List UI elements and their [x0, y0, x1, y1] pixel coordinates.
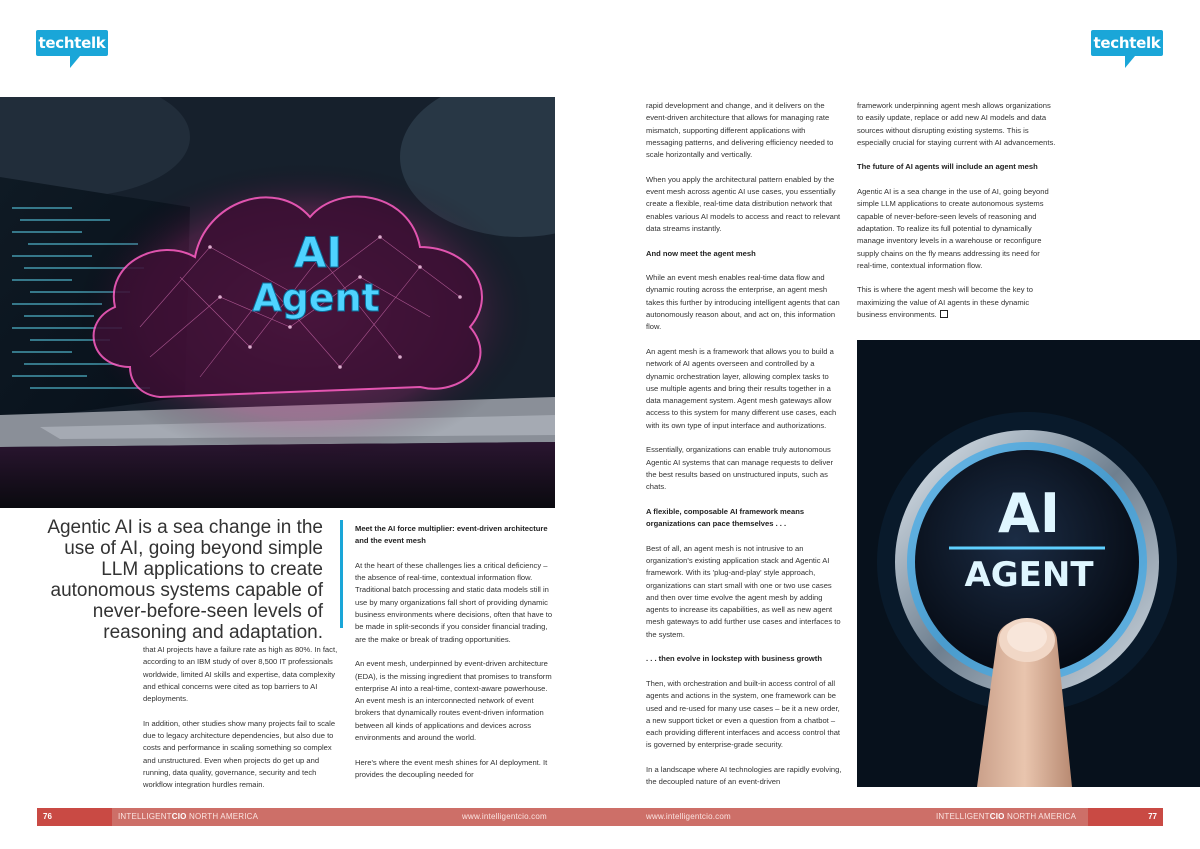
paragraph: An event mesh, underpinned by event-driven architecture (EDA), is the missing ingredient that promises to transform enterprise AI into a real-time, context-aware powerhouse. An event mesh is an interconnected network of event brokers that dynamically routes event-driven information between all kinds of applications and devices across environments and around the world.	[355, 659, 552, 743]
final-text: This is where the agent mesh will become the key to maximizing the value of AI agents in these dynamic business environments.	[857, 285, 1034, 320]
ai-agent-button-image	[857, 340, 1200, 787]
paragraph: that AI projects have a failure rate as high as 80%. In fact, according to an IBM study of over 8,500 IT professionals worldwide, limited AI skills and expertise, data complexity and ethical concerns were cited as top barriers to AI deployments.	[143, 645, 338, 704]
section-heading: Meet the AI force multiplier: event-driven architecture and the event mesh	[355, 524, 548, 546]
techtelk-logo-left	[36, 30, 108, 70]
paragraph: Here's where the event mesh shines for AI deployment. It provides the decoupling needed for	[355, 757, 548, 779]
paragraph: Best of all, an agent mesh is not intrusive to an organization's existing application stack and Agentic AI framework. With its 'plug-and-play' style approach, organizations can start small with one or two use cases and then over time evolve the agent mesh by adding agents to increase its capabilities, as well as new agent mesh gateways to add further use cases and interfaces to the system.	[646, 543, 841, 639]
logo-text: techtelk	[36, 30, 108, 56]
logo-text: techtelk	[1091, 30, 1163, 56]
techtelk-logo-right	[1091, 30, 1163, 70]
hero-agent-text: Agent	[252, 276, 380, 320]
pull-quote-accent-bar	[340, 520, 343, 628]
paragraph: In a landscape where AI technologies are rapidly evolving, the decoupled nature of an event-driven	[646, 765, 842, 787]
article-column-2	[355, 523, 555, 794]
cloud-laptop-illustration	[0, 97, 555, 508]
button-ai-text: AI	[998, 482, 1060, 545]
page-number-left: 76	[37, 808, 112, 826]
website-url-left: www.intelligentcio.com	[462, 812, 547, 821]
hero-image-ai-agent-cloud	[0, 97, 555, 508]
page-footer	[0, 808, 1200, 826]
hero-ai-text: AI	[293, 228, 343, 277]
publication-name-right: INTELLIGENTCIO NORTH AMERICA	[936, 812, 1077, 821]
paragraph: At the heart of these challenges lies a critical deficiency – the absence of real-time, contextual information flow. Traditional batch processing and static data models still in use by many organizations fall short of providing dynamic business environments where decisions, often that have to be made in split-seconds if you consider financial trading, are the make or break of trading opportunities.	[355, 560, 553, 644]
paragraph: Then, with orchestration and built-in access control of all agents and actions in the system, one framework can be used and re-used for many use cases – be it a new order, a new support ticket or even a question from a chatbot – each providing different interfaces and access control that is governed by enterprise-grade security.	[646, 678, 841, 750]
end-of-article-icon	[940, 310, 948, 318]
article-column-3	[646, 100, 842, 801]
section-heading: The future of AI agents will include an agent mesh	[857, 162, 1038, 172]
article-column-1	[143, 644, 338, 804]
button-agent-text: AGENT	[964, 555, 1094, 595]
paragraph: Essentially, organizations can enable truly autonomous Agentic AI systems that can manage requests to deliver the best results based on unstructured inputs, such as chats.	[646, 445, 833, 492]
pull-quote: Agentic AI is a sea change in the use of AI, going beyond simple LLM applications to create autonomous systems capable of never-before-seen levels of reasoning and adaptation.	[47, 517, 323, 643]
section-heading: . . . then evolve in lockstep with business growth	[646, 654, 822, 664]
website-url-right: www.intelligentcio.com	[646, 812, 731, 821]
article-column-4	[857, 100, 1057, 334]
paragraph-final	[857, 284, 1057, 321]
paragraph: While an event mesh enables real-time data flow and dynamic routing across the enterprise, an agent mesh takes this further by introducing intelligent agents that can autonomously reason about, and act on, this information flow.	[646, 273, 840, 332]
paragraph: When you apply the architectural pattern enabled by the event mesh across agentic AI use cases, you essentially create a flexible, real-time data distribution network that enables various AI models to access and react to relevant data streams instantly.	[646, 174, 841, 233]
section-heading: A flexible, composable AI framework means organizations can pace themselves . . .	[646, 506, 805, 529]
paragraph: rapid development and change, and it delivers on the event-driven architecture that allows for managing rate mismatch, supporting different applications with messaging patterns, and delivering efficiency needed to scale horizontally and vertically.	[646, 101, 834, 160]
paragraph: An agent mesh is a framework that allows you to build a network of AI agents overseen and controlled by a dynamic orchestration layer, allowing complex tasks to use multiple agents and bring their results together in a data management system. Agent mesh gateways allow access to this system for many different use cases, each with its own type of input interface and authorizations.	[646, 346, 837, 430]
section-heading: And now meet the agent mesh	[646, 248, 756, 258]
page-number-right: 77	[1088, 808, 1163, 826]
paragraph: In addition, other studies show many projects fail to scale due to legacy architecture dependencies, but also due to costs and performance in scaling something so complex and unstructured. Even when projects do get up and running, data quality, governance, security and tech workflow integration hurdles remain.	[143, 718, 336, 790]
publication-name-left: INTELLIGENTCIO NORTH AMERICA	[118, 812, 259, 821]
paragraph: framework underpinning agent mesh allows organizations to easily update, replace or add new AI models and data sources without disrupting existing systems. This is especially crucial for staying current with AI advancements.	[857, 101, 1056, 147]
paragraph: Agentic AI is a sea change in the use of AI, going beyond simple LLM applications to create autonomous systems capable of never-before-seen levels of reasoning and adaptation. To realize its full potential to dynamically manage inventory levels in a warehouse or reconfigure supply chains on the fly means addressing its need for real-time, contextual information flow.	[857, 187, 1049, 270]
ai-agent-button-illustration	[857, 340, 1200, 787]
